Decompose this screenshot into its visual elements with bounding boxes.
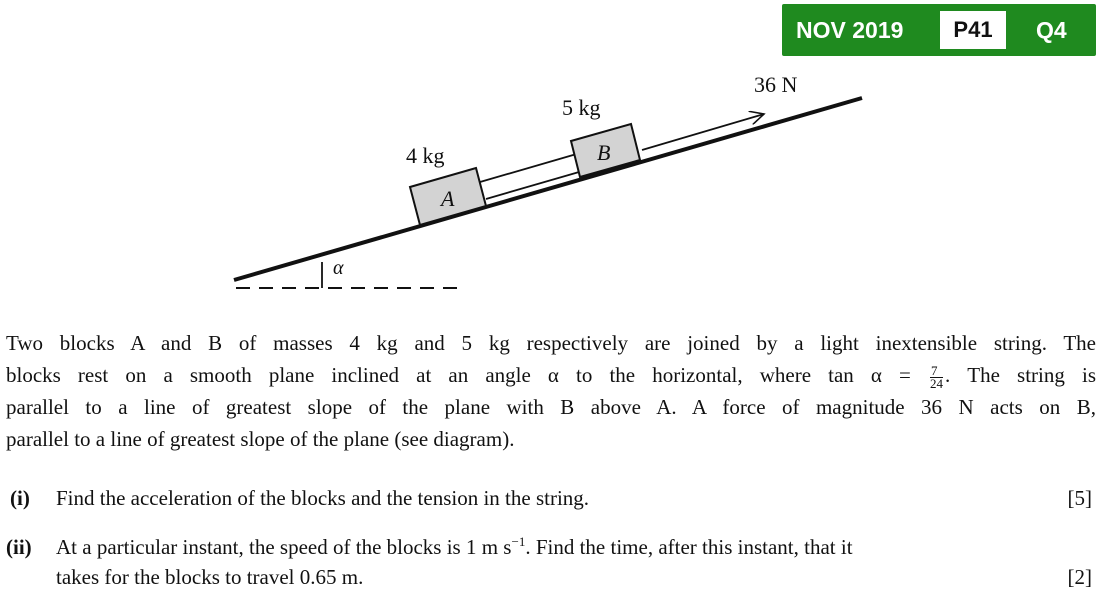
part-label: (i) <box>10 486 30 510</box>
part-text-c: takes for the blocks to travel 0.65 m. <box>56 565 364 589</box>
part-text-b: . Find the time, after this instant, that it <box>525 535 853 559</box>
question-stem-line-2b: . The string is <box>944 363 1096 387</box>
tan-alpha-numerator: 7 <box>930 365 943 378</box>
part-marks: [2] <box>1067 565 1092 589</box>
question-number: Q4 <box>1036 17 1067 43</box>
question-part-ii <box>6 532 1096 592</box>
block-b-label: B <box>597 140 611 165</box>
string-lower <box>486 170 586 199</box>
part-marks: [5] <box>1067 486 1092 510</box>
angle-label: α <box>333 257 344 279</box>
unit-exponent: −1 <box>511 534 526 549</box>
inclined-plane <box>234 98 862 280</box>
block-a-label: A <box>441 186 455 211</box>
part-label: (ii) <box>6 535 32 559</box>
question-stem-line-2a: blocks rest on a smooth plane inclined at an angle α to the horizontal, where tan α = <box>6 363 911 387</box>
exam-session: NOV 2019 <box>796 17 904 43</box>
question-stem-line-4: parallel to a line of greatest slope of the plane (see diagram). <box>6 427 515 451</box>
part-text-a: At a particular instant, the speed of the blocks is 1 m s <box>56 535 512 559</box>
question-stem-line-3: parallel to a line of greatest slope of the plane with B above A. A force of magnitude 36 N acts on B, <box>6 395 1096 419</box>
string-upper <box>480 153 580 182</box>
tan-alpha-denominator: 24 <box>929 375 943 391</box>
question-stem-line-2 <box>6 359 1096 391</box>
part-text <box>56 532 1096 592</box>
tan-alpha-fraction <box>929 362 943 391</box>
block-b-mass-label: 5 kg <box>562 95 601 120</box>
paper-number: P41 <box>940 11 1006 49</box>
block-a-mass-label: 4 kg <box>406 143 445 168</box>
part-text: Find the acceleration of the blocks and the tension in the string. <box>56 486 590 510</box>
force-label: 36 N <box>754 72 798 97</box>
question-stem <box>6 327 1096 455</box>
question-part-i <box>6 483 1096 513</box>
question-stem-line-1: Two blocks A and B of masses 4 kg and 5 kg respectively are joined by a light inextensible string. The <box>6 331 1096 355</box>
